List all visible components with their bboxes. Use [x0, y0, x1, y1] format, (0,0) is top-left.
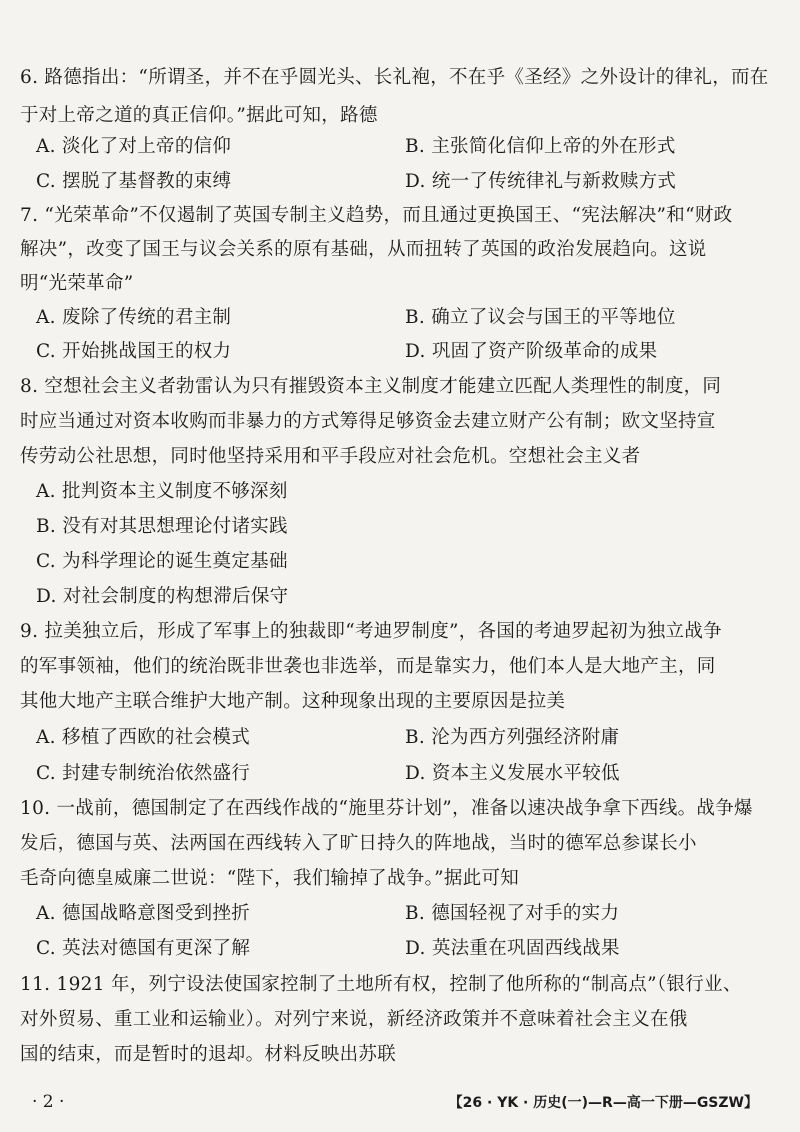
option-b: B. 德国轻视了对手的实力 [405, 903, 620, 924]
question-stem-line: 其他大地产主联合维护大地产制。这种现象出现的主要原因是拉美 [20, 691, 566, 712]
option-b: B. 沦为西方列强经济附庸 [405, 727, 620, 748]
option-d: D. 英法重在巩固西线战果 [405, 938, 620, 959]
question-stem-line: 8. 空想社会主义者勃雷认为只有摧毁资本主义制度才能建立匹配人类理性的制度，同 [20, 376, 722, 397]
option-b: B. 主张简化信仰上帝的外在形式 [405, 136, 676, 157]
option-b: B. 确立了议会与国王的平等地位 [405, 307, 676, 328]
exam-code: 【26 · YK · 历史(一)—R—高一下册—GSZW】 [448, 1095, 758, 1111]
question-stem-line: 解决”，改变了国王与议会关系的原有基础，从而扭转了英国的政治发展趋向。这说 [20, 239, 707, 260]
option-b: B. 没有对其思想理论付诸实践 [36, 516, 288, 537]
question-stem-line: 6. 路德指出：“所谓圣，并不在乎圆光头、长礼袍，不在乎《圣经》之外设计的律礼，而在 [20, 67, 769, 88]
option-d: D. 统一了传统律礼与新救赎方式 [405, 171, 677, 192]
option-a: A. 移植了西欧的社会模式 [36, 727, 251, 748]
option-d: D. 资本主义发展水平较低 [405, 763, 620, 784]
question-stem-line: 11. 1921 年，列宁设法使国家控制了土地所有权，控制了他所称的“制高点”（银行业、 [20, 974, 742, 995]
option-a: A. 德国战略意图受到挫折 [36, 903, 251, 924]
option-c: C. 封建专制统治依然盛行 [36, 763, 251, 784]
option-c: C. 英法对德国有更深了解 [36, 938, 251, 959]
question-stem-line: 时应当通过对资本收购而非暴力的方式筹得足够资金去建立财产公有制；欧文坚持宣 [20, 411, 716, 432]
option-a: A. 批判资本主义制度不够深刻 [36, 481, 288, 502]
option-a: A. 淡化了对上帝的信仰 [36, 136, 232, 157]
question-stem-line: 毛奇向德皇威廉二世说：“陛下，我们输掉了战争。”据此可知 [20, 868, 520, 889]
option-c: C. 摆脱了基督教的束缚 [36, 171, 232, 192]
page-number: · 2 · [32, 1092, 65, 1112]
option-c: C. 开始挑战国王的权力 [36, 341, 232, 362]
question-stem-line: 于对上帝之道的真正信仰。”据此可知，路德 [20, 105, 378, 126]
question-stem-line: 发后，德国与英、法两国在西线转入了旷日持久的阵地战，当时的德军总参谋长小 [20, 833, 697, 854]
option-a: A. 废除了传统的君主制 [36, 307, 232, 328]
question-stem-line: 7. “光荣革命”不仅遏制了英国专制主义趋势，而且通过更换国王、“宪法解决”和“财政 [20, 205, 733, 226]
question-stem-line: 的军事领袖，他们的统治既非世袭也非选举，而是靠实力，他们本人是大地产主，同 [20, 656, 716, 677]
question-stem-line: 明“光荣革命” [20, 273, 134, 294]
option-d: D. 巩固了资产阶级革命的成果 [405, 341, 658, 362]
question-stem-line: 9. 拉美独立后，形成了军事上的独裁即“考迪罗制度”，各国的考迪罗起初为独立战争 [20, 621, 722, 642]
option-c: C. 为科学理论的诞生奠定基础 [36, 551, 288, 572]
question-stem-line: 传劳动公社思想，同时他坚持采用和平手段应对社会危机。空想社会主义者 [20, 446, 641, 467]
page-footer [0, 1090, 800, 1120]
question-stem-line: 国的结束，而是暂时的退却。材料反映出苏联 [20, 1044, 397, 1065]
option-d: D. 对社会制度的构想滞后保守 [36, 586, 289, 607]
question-stem-line: 10. 一战前，德国制定了在西线作战的“施里芬计划”，准备以速决战争拿下西线。战争爆 [20, 798, 753, 819]
question-stem-line: 对外贸易、重工业和运输业）。对列宁来说，新经济政策并不意味着社会主义在俄 [20, 1009, 688, 1030]
